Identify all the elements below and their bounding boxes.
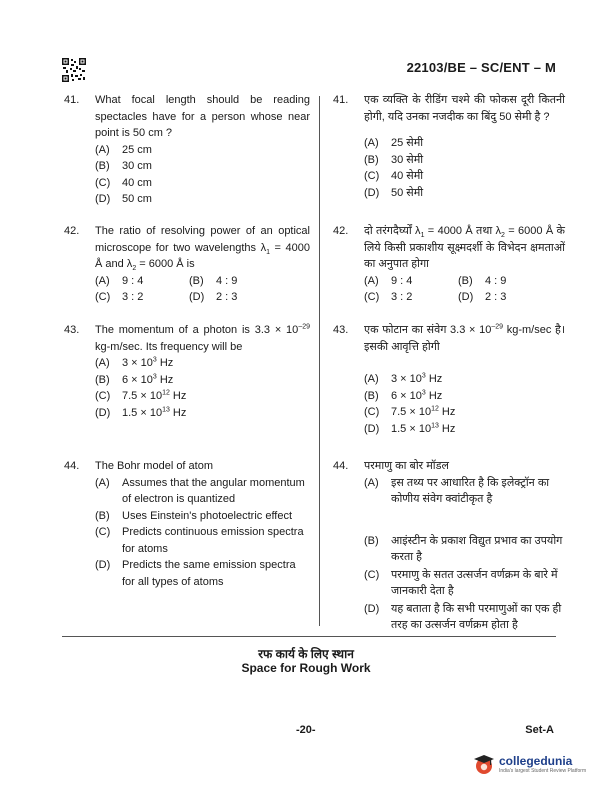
question-text: The ratio of resolving power of an optical microscope for two wavelengths $\lambda_1 = 4000$ Å and $\lambda_2 = 6000$ Å is (95, 225, 310, 273)
logo-name: collegedunia (499, 754, 573, 768)
page-number: -20- (296, 724, 316, 736)
question-number: 43. (64, 324, 80, 336)
option-c: (C) $7.5 \times 10^{12}$ Hz (95, 389, 187, 402)
question-number: 41. (333, 94, 349, 106)
question-43-en (64, 322, 310, 421)
logo-tagline: India's largest Student Review Platform (499, 768, 587, 774)
option-a: (A) 25 cm (95, 143, 152, 156)
question-41-en (64, 92, 310, 208)
question-text: What focal length should be reading spectacles have for a person whose near point is 50 cm ? (95, 94, 310, 139)
question-42-en (64, 223, 310, 306)
qr-code-icon (62, 58, 86, 82)
question-number: 44. (333, 460, 349, 472)
question-44-en (64, 458, 310, 590)
collegedunia-logo (472, 752, 586, 776)
option-c: (C) 3 : 2 (364, 291, 413, 303)
option-c: (C) Predicts continuous emission spectra for atoms (95, 526, 304, 555)
question-number: 44. (64, 460, 80, 472)
option-a: (A) Assumes that the angular momentum of electron is quantized (95, 476, 305, 505)
option-d: (D) $1.5 \times 10^{13}$ Hz (95, 405, 187, 419)
question-text: दो तरंगदैर्घ्यों $\lambda_1 = 4000$ Å तथा $\lambda_2 = 6000$ Å के लिये किसी प्रकाशीय सूक्ष्मदर्शी के विभेदन क्षमताओं का अनुपात होगा (364, 225, 565, 270)
option-a: (A) इस तथ्य पर आधारित है कि इलेक्ट्रॉन का कोणीय संवेग क्वांटीकृत है (364, 476, 550, 505)
question-number: 42. (64, 225, 80, 237)
question-44-hi (333, 458, 565, 634)
option-c: (C) 3 : 2 (95, 291, 144, 303)
option-d: (D) $1.5 \times 10^{13}$ Hz (364, 421, 456, 435)
question-43-hi (333, 322, 565, 437)
option-b: (B) आइंस्टीन के प्रकाश विद्युत प्रभाव का उपयोग करता है (364, 534, 563, 563)
paper-code: 22103/BE – SC/ENT – M (406, 60, 556, 75)
rough-work-label-english: Space for Rough Work (241, 661, 371, 675)
option-d: (D) 2 : 3 (189, 291, 238, 303)
option-b: (B) Uses Einstein's photoelectric effect (95, 509, 293, 522)
option-b: (B) $6 \times 10^3$ Hz (364, 388, 443, 402)
option-a: (A) 9 : 4 (95, 274, 144, 287)
option-b: (B) 4 : 9 (189, 274, 238, 287)
option-b: (B) 30 cm (95, 160, 152, 172)
option-c: (C) $7.5 \times 10^{12}$ Hz (364, 405, 456, 418)
option-c: (C) 40 cm (95, 176, 152, 189)
graduate-icon (472, 752, 496, 776)
question-42-hi (333, 223, 565, 306)
question-41-hi (333, 92, 565, 201)
option-c: (C) 40 सेमी (364, 170, 424, 182)
option-d: (D) 2 : 3 (458, 291, 507, 303)
question-text: परमाणु का बोर मॉडल (364, 460, 449, 472)
option-c: (C) परमाणु के सतत उत्सर्जन वर्णक्रम के बारे में जानकारी देता है (364, 568, 558, 597)
question-number: 43. (333, 324, 349, 336)
question-text: एक व्यक्ति के रीडिंग चश्मे की फोकस दूरी कितनी होगी, यदि उनका नजदीक का बिंदु 50 सेमी है ? (364, 94, 565, 123)
option-b: (B) 30 सेमी (364, 153, 424, 166)
option-b: (B) $6 \times 10^3$ Hz (95, 372, 174, 386)
option-a: (A) $3 \times 10^3$ Hz (364, 372, 443, 385)
rough-work-label-hindi: रफ कार्य के लिए स्थान (258, 647, 354, 661)
option-a: (A) $3 \times 10^3$ Hz (95, 356, 174, 369)
footer-divider (62, 636, 556, 637)
option-b: (B) 4 : 9 (458, 274, 507, 287)
question-text: The momentum of a photon is $3.3 \times 10^{-29}$ kg-m/sec. Its frequency will be (95, 323, 310, 353)
question-text: The Bohr model of atom (95, 460, 214, 472)
option-d: (D) 50 cm (95, 193, 152, 205)
option-a: (A) 9 : 4 (364, 274, 413, 287)
question-number: 41. (64, 94, 80, 106)
option-a: (A) 25 सेमी (364, 137, 424, 149)
set-label: Set-A (525, 724, 554, 736)
option-d: (D) यह बताता है कि सभी परमाणुओं का एक ही तरह का उत्सर्जन वर्णक्रम होता है (364, 602, 562, 631)
option-d: (D) Predicts the same emission spectra for all types of atoms (95, 559, 296, 588)
question-text: एक फोटान का संवेग $3.3 \times 10^{-29}$ kg-m/sec है। इसकी आवृत्ति होगी (364, 323, 565, 353)
question-number: 42. (333, 225, 349, 237)
option-d: (D) 50 सेमी (364, 186, 424, 199)
column-divider (319, 96, 320, 626)
